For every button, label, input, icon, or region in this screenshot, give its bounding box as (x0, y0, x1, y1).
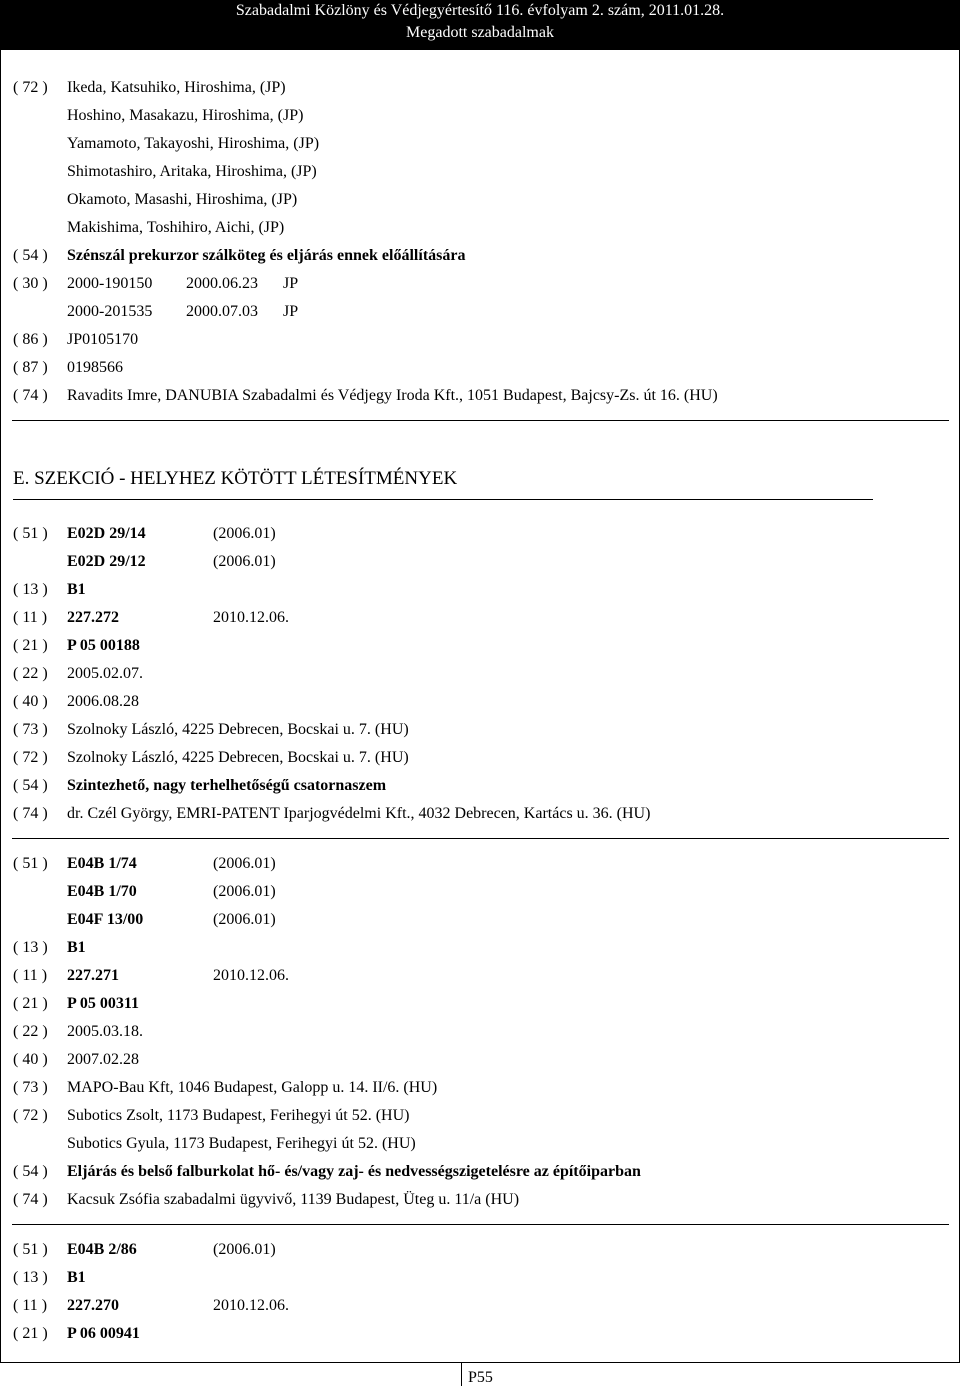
patent-number: 227.272 (67, 609, 119, 626)
code-54: ( 54 ) (13, 777, 48, 794)
patentee: Szolnoky László, 4225 Debrecen, Bocskai u. 7. (HU) (67, 721, 409, 738)
inventor: Okamoto, Masashi, Hiroshima, (JP) (67, 191, 298, 208)
application-number: P 05 00311 (67, 995, 140, 1012)
section-heading: Megadott szabadalmak (406, 24, 554, 41)
application-number: P 05 00188 (67, 637, 140, 654)
patent-number: 227.270 (67, 1297, 119, 1314)
code-40: ( 40 ) (13, 693, 48, 710)
code-30: ( 30 ) (13, 275, 48, 292)
code-74: ( 74 ) (13, 387, 48, 404)
publication-date: 2007.02.28 (67, 1051, 139, 1068)
ipc-version: (2006.01) (213, 1241, 276, 1258)
frame-left (0, 50, 1, 1363)
page-number-divider (461, 1362, 462, 1386)
page-header (0, 0, 960, 50)
divider (12, 420, 949, 421)
code-87: ( 87 ) (13, 359, 48, 376)
document-kind: B1 (67, 581, 86, 598)
code-21: ( 21 ) (13, 995, 48, 1012)
code-13: ( 13 ) (13, 1269, 48, 1286)
priority-number: 2000-190150 (67, 275, 153, 292)
ipc-class: E02D 29/12 (67, 553, 146, 570)
page-number: P55 (468, 1369, 493, 1386)
code-54: ( 54 ) (13, 247, 48, 264)
inventor: Shimotashiro, Aritaka, Hiroshima, (JP) (67, 163, 317, 180)
code-54: ( 54 ) (13, 1163, 48, 1180)
application-number: P 06 00941 (67, 1325, 140, 1342)
code-21: ( 21 ) (13, 1325, 48, 1342)
code-73: ( 73 ) (13, 1079, 48, 1096)
priority-number: 2000-201535 (67, 303, 153, 320)
agent: Ravadits Imre, DANUBIA Szabadalmi és Védjegy Iroda Kft., 1051 Budapest, Bajcsy-Zs. út 16. (HU) (67, 387, 718, 404)
ipc-version: (2006.01) (213, 525, 276, 542)
patent-title: Eljárás és belső falburkolat hő- és/vagy zaj- és nedvességszigetelésre az építőiparban (67, 1163, 641, 1180)
divider (12, 838, 949, 839)
grant-date: 2010.12.06. (213, 1297, 289, 1314)
code-21: ( 21 ) (13, 637, 48, 654)
agent: dr. Czél György, EMRI-PATENT Iparjogvédelmi Kft., 4032 Debrecen, Kartács u. 36. (HU) (67, 805, 651, 822)
inventor: Makishima, Toshihiro, Aichi, (JP) (67, 219, 285, 236)
priority-date: 2000.07.03 (186, 303, 258, 320)
patent-number: 227.271 (67, 967, 119, 984)
ipc-class: E04B 2/86 (67, 1241, 137, 1258)
ipc-version: (2006.01) (213, 553, 276, 570)
section-underline (13, 499, 873, 500)
grant-date: 2010.12.06. (213, 967, 289, 984)
code-51: ( 51 ) (13, 525, 48, 542)
code-74: ( 74 ) (13, 1191, 48, 1208)
code-86: ( 86 ) (13, 331, 48, 348)
pct-application: JP0105170 (67, 331, 139, 348)
code-22: ( 22 ) (13, 1023, 48, 1040)
publication-date: 2006.08.28 (67, 693, 139, 710)
code-11: ( 11 ) (13, 1297, 48, 1314)
inventor: Yamamoto, Takayoshi, Hiroshima, (JP) (67, 135, 320, 152)
section-title: E. SZEKCIÓ - HELYHEZ KÖTÖTT LÉTESÍTMÉNYEK (13, 468, 458, 489)
code-74: ( 74 ) (13, 805, 48, 822)
ipc-version: (2006.01) (213, 911, 276, 928)
inventor: Ikeda, Katsuhiko, Hiroshima, (JP) (67, 79, 286, 96)
code-72: ( 72 ) (13, 749, 48, 766)
inventor: Subotics Zsolt, 1173 Budapest, Ferihegyi út 52. (HU) (67, 1107, 410, 1124)
ipc-version: (2006.01) (213, 855, 276, 872)
inventor: Szolnoky László, 4225 Debrecen, Bocskai u. 7. (HU) (67, 749, 409, 766)
patentee: MAPO-Bau Kft, 1046 Budapest, Galopp u. 14. II/6. (HU) (67, 1079, 438, 1096)
agent: Kacsuk Zsófia szabadalmi ügyvivő, 1139 Budapest, Üteg u. 11/a (HU) (67, 1191, 520, 1208)
filing-date: 2005.02.07. (67, 665, 143, 682)
grant-date: 2010.12.06. (213, 609, 289, 626)
priority-date: 2000.06.23 (186, 275, 258, 292)
journal-title: Szabadalmi Közlöny és Védjegyértesítő 116. évfolyam 2. szám, 2011.01.28. (235, 2, 725, 19)
ipc-class: E04B 1/70 (67, 883, 137, 900)
code-13: ( 13 ) (13, 939, 48, 956)
filing-date: 2005.03.18. (67, 1023, 143, 1040)
code-73: ( 73 ) (13, 721, 48, 738)
priority-country: JP (283, 303, 299, 320)
pct-publication: 0198566 (67, 359, 123, 376)
frame-bottom (0, 1362, 960, 1363)
code-51: ( 51 ) (13, 1241, 48, 1258)
ipc-class: E04B 1/74 (67, 855, 137, 872)
patent-title: Szintezhető, nagy terhelhetőségű csatornaszem (67, 777, 387, 794)
inventor: Hoshino, Masakazu, Hiroshima, (JP) (67, 107, 304, 124)
document-kind: B1 (67, 1269, 86, 1286)
code-22: ( 22 ) (13, 665, 48, 682)
priority-country: JP (283, 275, 299, 292)
code-13: ( 13 ) (13, 581, 48, 598)
code-11: ( 11 ) (13, 967, 48, 984)
code-11: ( 11 ) (13, 609, 48, 626)
ipc-version: (2006.01) (213, 883, 276, 900)
ipc-class: E02D 29/14 (67, 525, 146, 542)
ipc-class: E04F 13/00 (67, 911, 144, 928)
document-kind: B1 (67, 939, 86, 956)
patent-title: Szénszál prekurzor szálköteg és eljárás ennek előállítására (67, 247, 466, 264)
code-72: ( 72 ) (13, 79, 48, 96)
code-51: ( 51 ) (13, 855, 48, 872)
code-40: ( 40 ) (13, 1051, 48, 1068)
inventor: Subotics Gyula, 1173 Budapest, Ferihegyi út 52. (HU) (67, 1135, 416, 1152)
code-72: ( 72 ) (13, 1107, 48, 1124)
divider (12, 1224, 949, 1225)
